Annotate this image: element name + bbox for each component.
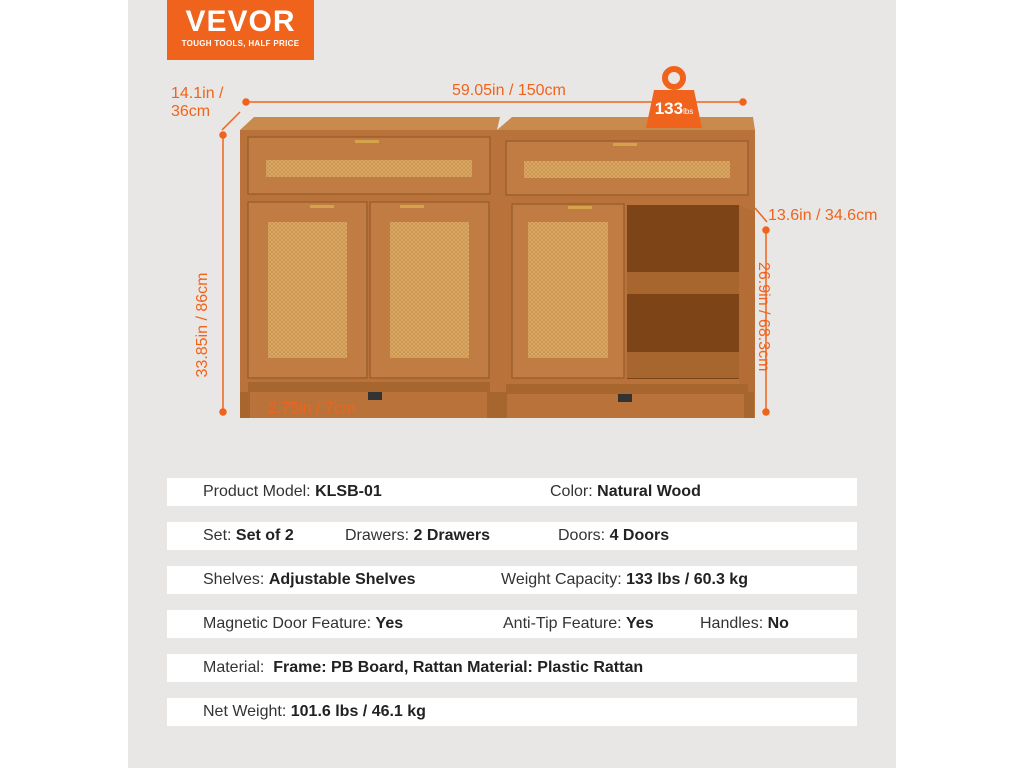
leg-height-label: 2.75in / 7cm bbox=[268, 400, 356, 417]
spec-handles: Handles: No bbox=[700, 615, 789, 632]
depth-label: 14.1in / 36cm bbox=[171, 85, 224, 120]
weight-icon bbox=[644, 66, 704, 128]
logo-brand: VEVOR bbox=[185, 5, 296, 38]
inner-height-label: 26.9in / 68.3cm bbox=[755, 262, 772, 372]
spec-net-weight: Net Weight: 101.6 lbs / 46.1 kg bbox=[203, 703, 426, 720]
spec-magnetic-door: Magnetic Door Feature: Yes bbox=[203, 615, 404, 632]
spec-shelves: Shelves: Adjustable Shelves bbox=[203, 571, 416, 588]
left-cabinet bbox=[240, 117, 500, 418]
spec-row-4 bbox=[167, 610, 857, 638]
weight-unit: lbs bbox=[683, 107, 694, 116]
height-label: 33.85in / 86cm bbox=[194, 272, 211, 378]
spec-row-2 bbox=[167, 522, 857, 550]
spec-anti-tip: Anti-Tip Feature: Yes bbox=[503, 615, 654, 632]
spec-weight-capacity: Weight Capacity: 133 lbs / 60.3 kg bbox=[501, 571, 748, 588]
right-cabinet bbox=[497, 117, 755, 418]
spec-row-6 bbox=[167, 698, 857, 726]
weight-value: 133 bbox=[654, 99, 684, 118]
spec-doors: Doors: 4 Doors bbox=[558, 527, 670, 544]
spec-product-model: Product Model: KLSB-01 bbox=[203, 483, 382, 500]
width-label: 59.05in / 150cm bbox=[452, 82, 566, 99]
spec-row-1 bbox=[167, 478, 857, 506]
spec-drawers: Drawers: 2 Drawers bbox=[345, 527, 490, 544]
inner-depth-label: 13.6in / 34.6cm bbox=[768, 207, 878, 224]
spec-row-3 bbox=[167, 566, 857, 594]
logo-tagline: TOUGH TOOLS, HALF PRICE bbox=[181, 39, 300, 48]
spec-color: Color: Natural Wood bbox=[550, 483, 701, 500]
spec-set: Set: Set of 2 bbox=[203, 527, 294, 544]
spec-row-5 bbox=[167, 654, 857, 682]
spec-material: Material: Frame: PB Board, Rattan Material: Plastic Rattan bbox=[203, 659, 644, 676]
